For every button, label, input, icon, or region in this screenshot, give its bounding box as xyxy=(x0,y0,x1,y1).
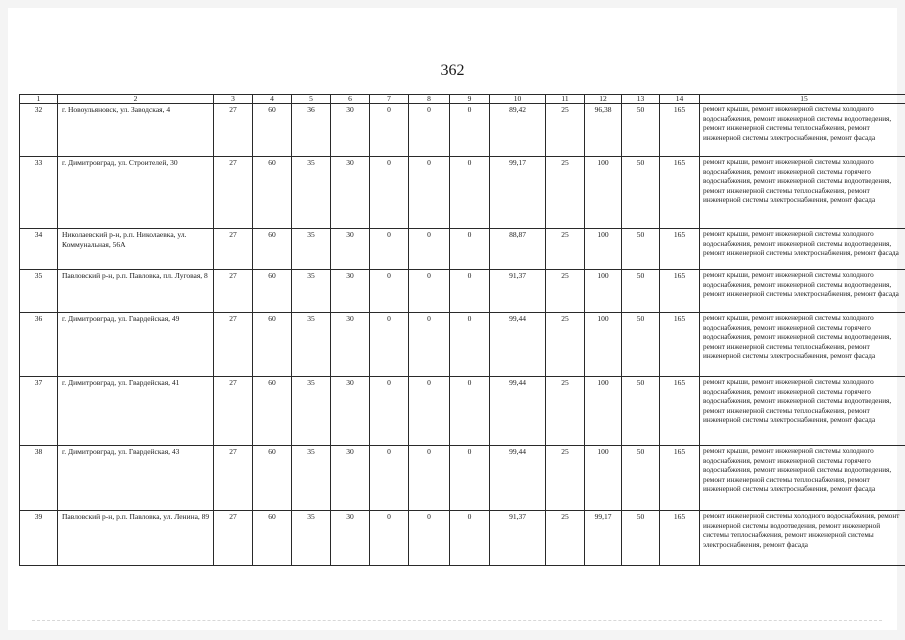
cell: 0 xyxy=(370,270,409,313)
works-cell: ремонт крыши, ремонт инженерной системы холодного водоснабжения, ремонт инженерной системы водоотведения, ремонт инженерной системы электроснабжения, ремонт фасада xyxy=(700,270,905,313)
cell: 27 xyxy=(214,104,253,157)
cell: 100 xyxy=(585,270,622,313)
cell: 25 xyxy=(546,229,585,270)
column-header: 15 xyxy=(700,95,905,104)
cell: 0 xyxy=(370,104,409,157)
cell: 60 xyxy=(253,270,292,313)
cell: 30 xyxy=(331,157,370,229)
cell: 30 xyxy=(331,511,370,566)
cell: 89,42 xyxy=(490,104,546,157)
cell: 0 xyxy=(450,511,490,566)
address-cell: г. Димитровград, ул. Строителей, 30 xyxy=(58,157,214,229)
cell: 60 xyxy=(253,104,292,157)
table-row xyxy=(20,270,905,313)
cell: 60 xyxy=(253,157,292,229)
works-cell: ремонт инженерной системы холодного водоснабжения, ремонт инженерной системы водоотведения, ремонт инженерной системы теплоснабжения, ремонт инженерной системы электроснабжения, ремонт фасада xyxy=(700,511,905,566)
column-header: 2 xyxy=(58,95,214,104)
cell: 50 xyxy=(622,157,660,229)
address-cell: Павловский р-н, р.п. Павловка, пл. Луговая, 8 xyxy=(58,270,214,313)
cell: 0 xyxy=(370,157,409,229)
address-cell: г. Димитровград, ул. Гвардейская, 49 xyxy=(58,313,214,377)
column-header: 1 xyxy=(20,95,58,104)
column-header: 9 xyxy=(450,95,490,104)
cell: 91,37 xyxy=(490,270,546,313)
row-number: 35 xyxy=(20,270,58,313)
works-cell: ремонт крыши, ремонт инженерной системы холодного водоснабжения, ремонт инженерной системы водоотведения, ремонт инженерной системы теплоснабжения, ремонт инженерной системы электроснабжения, ремонт фасада xyxy=(700,104,905,157)
works-cell: ремонт крыши, ремонт инженерной системы холодного водоснабжения, ремонт инженерной системы водоотведения, ремонт инженерной системы электроснабжения, ремонт фасада xyxy=(700,229,905,270)
document-page xyxy=(8,8,900,630)
cell: 0 xyxy=(450,157,490,229)
column-header: 14 xyxy=(660,95,700,104)
cell: 0 xyxy=(409,446,450,511)
cell: 30 xyxy=(331,377,370,446)
cell: 0 xyxy=(370,446,409,511)
cell: 99,17 xyxy=(585,511,622,566)
row-number: 34 xyxy=(20,229,58,270)
cell: 99,44 xyxy=(490,446,546,511)
cell: 27 xyxy=(214,229,253,270)
row-number: 37 xyxy=(20,377,58,446)
cell: 25 xyxy=(546,511,585,566)
cell: 35 xyxy=(292,446,331,511)
cell: 0 xyxy=(370,377,409,446)
column-header: 12 xyxy=(585,95,622,104)
cell: 100 xyxy=(585,377,622,446)
column-header: 11 xyxy=(546,95,585,104)
table-row xyxy=(20,157,905,229)
column-header: 13 xyxy=(622,95,660,104)
cell: 30 xyxy=(331,313,370,377)
cell: 0 xyxy=(450,446,490,511)
cell: 0 xyxy=(370,511,409,566)
address-cell: г. Димитровград, ул. Гвардейская, 43 xyxy=(58,446,214,511)
cell: 0 xyxy=(409,270,450,313)
cell: 165 xyxy=(660,229,700,270)
column-header: 6 xyxy=(331,95,370,104)
cell: 50 xyxy=(622,511,660,566)
cell: 0 xyxy=(409,229,450,270)
row-number: 36 xyxy=(20,313,58,377)
address-cell: Николаевский р-н, р.п. Николаевка, ул. Коммунальная, 56А xyxy=(58,229,214,270)
cell: 27 xyxy=(214,377,253,446)
cell: 0 xyxy=(409,104,450,157)
works-cell: ремонт крыши, ремонт инженерной системы холодного водоснабжения, ремонт инженерной системы горячего водоснабжения, ремонт инженерной системы водоотведения, ремонт инженерной системы теплоснабжения, ремонт инженерной системы электроснабжения, ремонт фасада xyxy=(700,377,905,446)
cell: 0 xyxy=(370,229,409,270)
table-row xyxy=(20,104,905,157)
cell: 100 xyxy=(585,446,622,511)
cell: 0 xyxy=(450,313,490,377)
table-row xyxy=(20,313,905,377)
cell: 27 xyxy=(214,270,253,313)
cell: 88,87 xyxy=(490,229,546,270)
cell: 25 xyxy=(546,446,585,511)
cell: 165 xyxy=(660,511,700,566)
works-cell: ремонт крыши, ремонт инженерной системы холодного водоснабжения, ремонт инженерной системы горячего водоснабжения, ремонт инженерной системы водоотведения, ремонт инженерной системы теплоснабжения, ремонт инженерной системы электроснабжения, ремонт фасада xyxy=(700,446,905,511)
cell: 27 xyxy=(214,313,253,377)
cell: 30 xyxy=(331,104,370,157)
cell: 100 xyxy=(585,313,622,377)
cell: 165 xyxy=(660,270,700,313)
column-header: 10 xyxy=(490,95,546,104)
cell: 25 xyxy=(546,157,585,229)
cell: 50 xyxy=(622,446,660,511)
cell: 100 xyxy=(585,229,622,270)
cell: 30 xyxy=(331,229,370,270)
cell: 91,37 xyxy=(490,511,546,566)
cell: 165 xyxy=(660,446,700,511)
header-row xyxy=(20,95,905,104)
cell: 27 xyxy=(214,157,253,229)
address-cell: г. Димитровград, ул. Гвардейская, 41 xyxy=(58,377,214,446)
cell: 99,17 xyxy=(490,157,546,229)
cell: 25 xyxy=(546,377,585,446)
cell: 50 xyxy=(622,313,660,377)
cell: 60 xyxy=(253,446,292,511)
table-row xyxy=(20,446,905,511)
cell: 60 xyxy=(253,511,292,566)
cell: 35 xyxy=(292,377,331,446)
cell: 25 xyxy=(546,270,585,313)
cell: 0 xyxy=(409,377,450,446)
cell: 60 xyxy=(253,229,292,270)
cell: 50 xyxy=(622,377,660,446)
column-header: 8 xyxy=(409,95,450,104)
cell: 165 xyxy=(660,104,700,157)
cell: 35 xyxy=(292,313,331,377)
cell: 100 xyxy=(585,157,622,229)
cell: 0 xyxy=(450,104,490,157)
cell: 30 xyxy=(331,270,370,313)
cell: 0 xyxy=(450,229,490,270)
cell: 27 xyxy=(214,446,253,511)
cell: 25 xyxy=(546,104,585,157)
cell: 25 xyxy=(546,313,585,377)
cell: 0 xyxy=(409,313,450,377)
cell: 99,44 xyxy=(490,313,546,377)
works-cell: ремонт крыши, ремонт инженерной системы холодного водоснабжения, ремонт инженерной системы горячего водоснабжения, ремонт инженерной системы водоотведения, ремонт инженерной системы теплоснабжения, ремонт инженерной системы электроснабжения, ремонт фасада xyxy=(700,313,905,377)
cell: 99,44 xyxy=(490,377,546,446)
cell: 35 xyxy=(292,270,331,313)
cell: 96,38 xyxy=(585,104,622,157)
row-number: 38 xyxy=(20,446,58,511)
cell: 0 xyxy=(370,313,409,377)
row-number: 39 xyxy=(20,511,58,566)
cell: 60 xyxy=(253,377,292,446)
page-footer-line xyxy=(32,620,882,622)
column-header: 5 xyxy=(292,95,331,104)
cell: 30 xyxy=(331,446,370,511)
cell: 36 xyxy=(292,104,331,157)
cell: 60 xyxy=(253,313,292,377)
cell: 50 xyxy=(622,104,660,157)
address-cell: г. Новоульяновск, ул. Заводская, 4 xyxy=(58,104,214,157)
column-header: 4 xyxy=(253,95,292,104)
cell: 35 xyxy=(292,511,331,566)
cell: 165 xyxy=(660,157,700,229)
page-number: 362 xyxy=(440,62,465,79)
column-header: 7 xyxy=(370,95,409,104)
cell: 27 xyxy=(214,511,253,566)
cell: 165 xyxy=(660,313,700,377)
column-header: 3 xyxy=(214,95,253,104)
cell: 0 xyxy=(409,511,450,566)
table-row xyxy=(20,511,905,566)
cell: 35 xyxy=(292,157,331,229)
table-row xyxy=(20,229,905,270)
cell: 50 xyxy=(622,270,660,313)
cell: 0 xyxy=(450,270,490,313)
cell: 0 xyxy=(450,377,490,446)
cell: 50 xyxy=(622,229,660,270)
address-cell: Павловский р-н, р.п. Павловка, ул. Ленина, 89 xyxy=(58,511,214,566)
cell: 35 xyxy=(292,229,331,270)
table-row xyxy=(20,377,905,446)
row-number: 33 xyxy=(20,157,58,229)
works-table xyxy=(19,94,905,566)
row-number: 32 xyxy=(20,104,58,157)
cell: 165 xyxy=(660,377,700,446)
cell: 0 xyxy=(409,157,450,229)
works-cell: ремонт крыши, ремонт инженерной системы холодного водоснабжения, ремонт инженерной системы горячего водоснабжения, ремонт инженерной системы водоотведения, ремонт инженерной системы теплоснабжения, ремонт инженерной системы электроснабжения, ремонт фасада xyxy=(700,157,905,229)
